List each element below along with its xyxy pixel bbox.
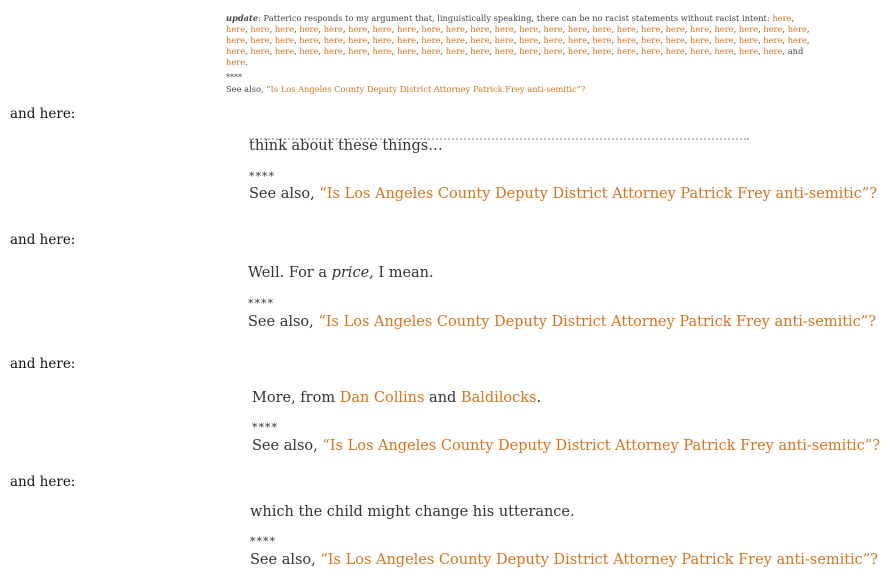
here-link[interactable]: here	[445, 46, 465, 56]
see-also-link[interactable]: “Is Los Angeles County Deputy District Attorney Patrick Frey anti-semitic”?	[319, 186, 877, 202]
here-link[interactable]: here	[787, 35, 807, 45]
here-link[interactable]: here	[641, 24, 661, 34]
here-link[interactable]: here	[567, 35, 588, 45]
here-link[interactable]: here	[690, 24, 710, 34]
here-link[interactable]: here	[323, 46, 343, 56]
here-link[interactable]: here	[665, 46, 685, 56]
update-see-also	[226, 84, 816, 95]
snippet-stars: ****	[248, 297, 274, 310]
snippet-see-also	[249, 186, 877, 202]
here-link[interactable]: here	[226, 57, 246, 67]
here-link[interactable]: here	[543, 35, 563, 45]
see-also-prefix: See also,	[250, 552, 321, 568]
here-link[interactable]: here	[445, 35, 465, 45]
here-link[interactable]: here	[494, 24, 514, 34]
here-link[interactable]: here	[470, 46, 490, 56]
here-link[interactable]: here	[641, 46, 661, 56]
here-link[interactable]: here	[494, 35, 514, 45]
here-link[interactable]: here	[519, 24, 539, 34]
here-link[interactable]: here	[348, 46, 368, 56]
here-link[interactable]: here	[738, 46, 758, 56]
see-also-prefix: See also,	[252, 438, 323, 454]
here-link[interactable]: here	[396, 24, 417, 34]
here-link[interactable]: here	[616, 35, 636, 45]
here-link[interactable]: here	[665, 24, 685, 34]
snippet-body	[250, 504, 575, 520]
see-also-prefix: See also,	[249, 186, 320, 202]
here-link[interactable]: here	[250, 46, 270, 56]
here-link[interactable]: here	[421, 46, 441, 56]
here-link[interactable]: here	[592, 24, 612, 34]
body-text: More, from	[252, 390, 340, 406]
here-link[interactable]: here	[616, 46, 636, 56]
here-link[interactable]: here	[372, 46, 392, 56]
conjunction: and	[787, 46, 804, 56]
here-link[interactable]: here	[567, 24, 588, 34]
body-text: think about these things…	[249, 138, 443, 154]
here-link[interactable]: here	[543, 24, 563, 34]
here-link[interactable]: here	[763, 24, 783, 34]
inline-link[interactable]: Baldilocks	[460, 390, 537, 406]
here-link[interactable]: here	[714, 24, 734, 34]
here-link[interactable]: here	[421, 35, 441, 45]
here-link[interactable]: here	[299, 24, 319, 34]
and-here-label: and here:	[10, 232, 76, 248]
snippet-stars: ****	[249, 170, 275, 183]
body-text: , I mean.	[369, 265, 434, 281]
see-also-prefix: See also,	[248, 314, 319, 330]
and-here-label: and here:	[10, 106, 76, 122]
snippet-see-also	[248, 314, 876, 330]
here-link[interactable]: here	[616, 24, 636, 34]
and-here-label: and here:	[10, 356, 76, 372]
here-link[interactable]: here	[348, 24, 368, 34]
snippet-body	[248, 265, 434, 281]
here-link[interactable]: here	[396, 35, 417, 45]
update-links: here, here, here, here, here, here, here, here, here, here, here, here, here, here, here, here, here, here, here, here, here, here, here, here, here, here, here, here, here, here, here, here, here, here, here, here, here, here, here, here, here, here, here, here, here, here, here, here, here, here, here, here, here, here, here, here, here, here, here, here, here, here, here, here, here, here, here, here, here, here, here, here, and here.	[226, 13, 810, 67]
body-text: Well. For a	[248, 265, 332, 281]
here-link[interactable]: here	[641, 35, 661, 45]
update-label: update	[226, 13, 259, 23]
here-link[interactable]: here	[421, 24, 441, 34]
here-link[interactable]: here	[714, 46, 734, 56]
here-link[interactable]: here	[396, 46, 417, 56]
here-link[interactable]: here	[323, 35, 343, 45]
here-link[interactable]: here	[763, 46, 783, 56]
here-link[interactable]: here	[519, 35, 539, 45]
here-link[interactable]: here	[250, 35, 270, 45]
inline-link[interactable]: Dan Collins	[339, 390, 425, 406]
emphasis-text: price	[331, 265, 370, 281]
here-link[interactable]: here	[494, 46, 514, 56]
here-link[interactable]: here	[250, 24, 270, 34]
here-link[interactable]: here	[763, 35, 783, 45]
update-paragraph	[226, 13, 816, 68]
here-link[interactable]: here	[226, 46, 246, 56]
here-link[interactable]: here	[274, 35, 294, 45]
here-link[interactable]: here	[772, 13, 792, 23]
here-link[interactable]: here	[470, 35, 490, 45]
here-link[interactable]: here	[372, 24, 392, 34]
here-link[interactable]: here	[274, 24, 294, 34]
here-link[interactable]: here	[567, 46, 588, 56]
here-link[interactable]: here	[323, 24, 343, 34]
update-text: : Patterico responds to my argument that, linguistically speaking, there can be no racist statements without racist intent:	[258, 13, 773, 23]
see-also-link[interactable]: “Is Los Angeles County Deputy District Attorney Patrick Frey anti-semitic”?	[266, 84, 586, 94]
here-link[interactable]: here	[470, 24, 490, 34]
here-link[interactable]: here	[348, 35, 368, 45]
update-stars: ****	[226, 73, 242, 82]
here-link[interactable]: here	[787, 24, 807, 34]
here-link[interactable]: here	[592, 46, 612, 56]
here-link[interactable]: here	[738, 35, 758, 45]
here-link[interactable]: here	[714, 35, 734, 45]
body-text: which the child might change his utterance.	[250, 504, 575, 520]
see-also-prefix: See also,	[226, 84, 267, 94]
snippet-stars: ****	[250, 535, 276, 548]
see-also-link[interactable]: “Is Los Angeles County Deputy District Attorney Patrick Frey anti-semitic”?	[318, 314, 876, 330]
here-link[interactable]: here	[299, 35, 319, 45]
here-link[interactable]: here	[372, 35, 392, 45]
and-here-label: and here:	[10, 474, 76, 490]
here-link[interactable]: here	[299, 46, 319, 56]
body-text: .	[536, 390, 542, 406]
here-link[interactable]: here	[738, 24, 758, 34]
snippet-body	[252, 390, 541, 406]
here-link[interactable]: here	[226, 35, 246, 45]
here-link[interactable]: here	[274, 46, 294, 56]
see-also-link[interactable]: “Is Los Angeles County Deputy District Attorney Patrick Frey anti-semitic”?	[322, 438, 880, 454]
here-link[interactable]: here	[445, 24, 465, 34]
here-link[interactable]: here	[690, 46, 710, 56]
here-link[interactable]: here	[226, 24, 246, 34]
here-link[interactable]: here	[690, 35, 710, 45]
snippet-stars: ****	[252, 421, 278, 434]
here-link[interactable]: here	[665, 35, 685, 45]
see-also-link[interactable]: “Is Los Angeles County Deputy District Attorney Patrick Frey anti-semitic”?	[320, 552, 878, 568]
update-block	[226, 13, 816, 95]
snippet-see-also	[252, 438, 880, 454]
here-link[interactable]: here	[543, 46, 563, 56]
snippet-body	[249, 138, 443, 154]
body-text: and	[424, 390, 461, 406]
snippet-see-also	[250, 552, 878, 568]
here-link[interactable]: here	[519, 46, 539, 56]
here-link[interactable]: here	[592, 35, 612, 45]
